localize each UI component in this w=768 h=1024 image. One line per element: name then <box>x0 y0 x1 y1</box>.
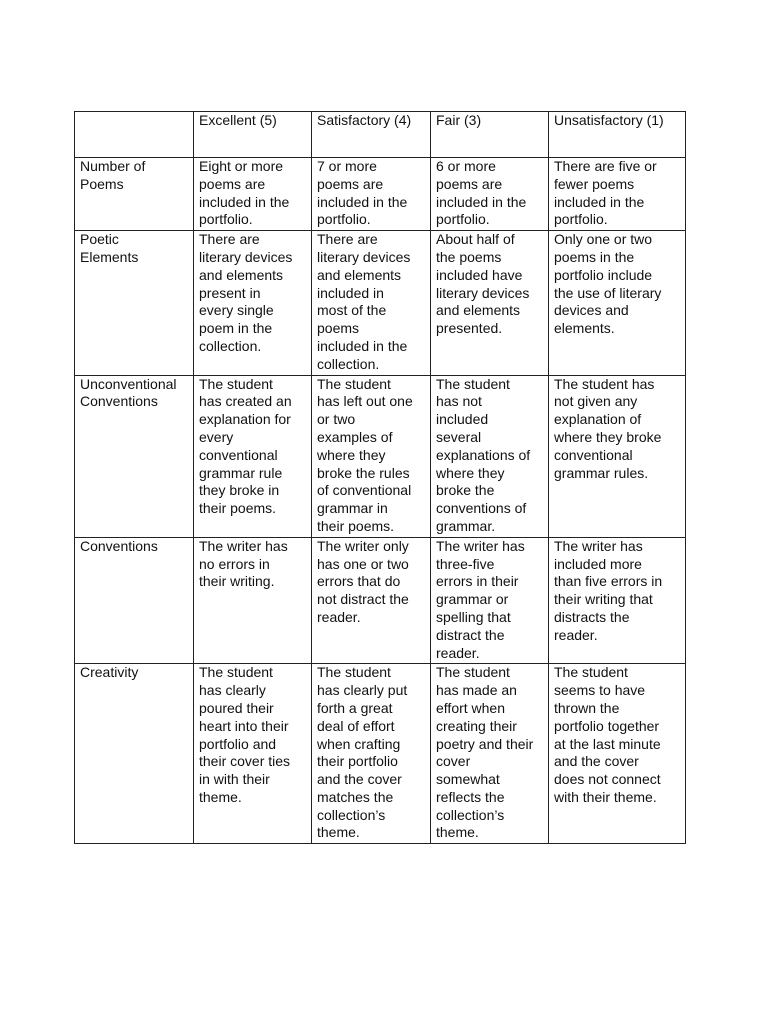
rubric-cell: 7 or more poems are included in the portfolio. <box>312 158 431 231</box>
rubric-cell: The student has clearly poured their heart into their portfolio and their cover ties in with their theme. <box>194 664 312 844</box>
rubric-row-number-of-poems <box>75 158 686 231</box>
rubric-cell: Only one or two poems in the portfolio include the use of literary devices and elements. <box>549 231 686 375</box>
rubric-cell: There are literary devices and elements present in every single poem in the collection. <box>194 231 312 375</box>
rubric-cell: There are five or fewer poems included in the portfolio. <box>549 158 686 231</box>
rubric-table <box>74 111 686 844</box>
header-cell-excellent: Excellent (5) <box>194 112 312 158</box>
rubric-cell: The student has clearly put forth a great deal of effort when crafting their portfolio and the cover matches the collection’s theme. <box>312 664 431 844</box>
header-cell-satisfactory: Satisfactory (4) <box>312 112 431 158</box>
rubric-cell: The student seems to have thrown the portfolio together at the last minute and the cover does not connect with their theme. <box>549 664 686 844</box>
rubric-cell: The student has not included several explanations of where they broke the conventions of grammar. <box>431 375 549 537</box>
rubric-cell: 6 or more poems are included in the portfolio. <box>431 158 549 231</box>
rubric-row-creativity <box>75 664 686 844</box>
rubric-cell: Eight or more poems are included in the portfolio. <box>194 158 312 231</box>
rubric-cell: The student has left out one or two examples of where they broke the rules of conventional grammar in their poems. <box>312 375 431 537</box>
rubric-cell: The writer has no errors in their writing. <box>194 537 312 664</box>
header-cell-fair: Fair (3) <box>431 112 549 158</box>
rubric-cell: The writer has three-five errors in their grammar or spelling that distract the reader. <box>431 537 549 664</box>
rubric-cell: The student has created an explanation for every conventional grammar rule they broke in their poems. <box>194 375 312 537</box>
rubric-cell: There are literary devices and elements included in most of the poems included in the collection. <box>312 231 431 375</box>
rubric-cell: The student has made an effort when creating their poetry and their cover somewhat reflects the collection’s theme. <box>431 664 549 844</box>
criterion-cell: Unconventional Conventions <box>75 375 194 537</box>
rubric-row-unconventional-conventions <box>75 375 686 537</box>
rubric-header-row <box>75 112 686 158</box>
criterion-cell: Poetic Elements <box>75 231 194 375</box>
rubric-cell: About half of the poems included have literary devices and elements presented. <box>431 231 549 375</box>
criterion-cell: Number of Poems <box>75 158 194 231</box>
rubric-cell: The writer has included more than five errors in their writing that distracts the reader. <box>549 537 686 664</box>
criterion-cell: Conventions <box>75 537 194 664</box>
rubric-row-conventions <box>75 537 686 664</box>
rubric-row-poetic-elements <box>75 231 686 375</box>
header-cell-unsatisfactory: Unsatisfactory (1) <box>549 112 686 158</box>
criterion-cell: Creativity <box>75 664 194 844</box>
rubric-cell: The writer only has one or two errors that do not distract the reader. <box>312 537 431 664</box>
header-cell-criterion <box>75 112 194 158</box>
rubric-cell: The student has not given any explanation of where they broke conventional grammar rules. <box>549 375 686 537</box>
